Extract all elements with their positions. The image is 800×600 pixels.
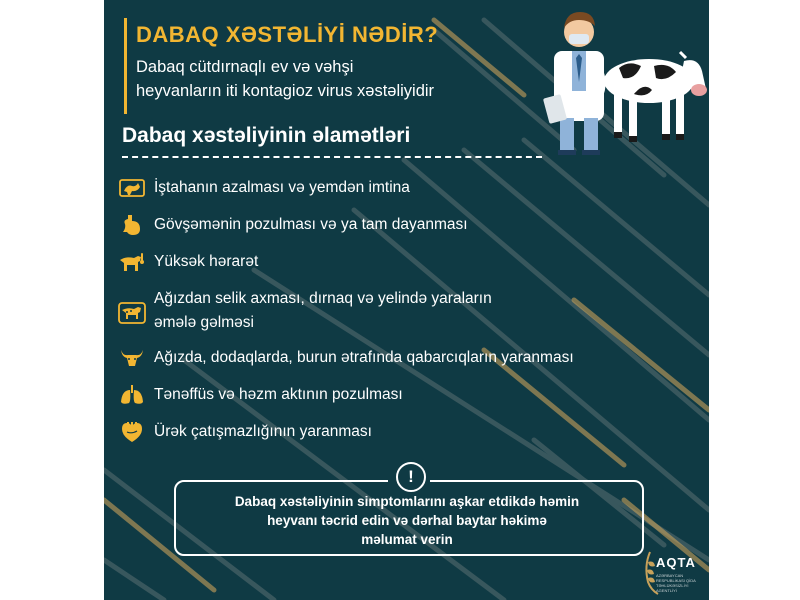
cow-temperature-icon: [118, 250, 146, 274]
logo-name: AQTA: [656, 555, 696, 570]
symptom-text: İştahanın azalması və yemdən imtina: [154, 179, 410, 196]
symptom-text: Ürək çatışmazlığının yaranması: [154, 423, 372, 440]
notice-text: [184, 492, 630, 549]
stomach-icon: [118, 213, 146, 237]
notice-line-3: məlumat verin: [361, 532, 453, 547]
heading-divider: [122, 156, 542, 158]
doctor-and-cow-illustration: [534, 6, 709, 156]
symptom-item-6: [118, 383, 403, 407]
page-subtitle: [136, 55, 556, 103]
sick-cow-icon: [118, 301, 146, 325]
notice-line-1: Dabaq xəstəliyinin simptomlarını aşkar etdikdə həmin: [234, 494, 580, 509]
symptom-text: [154, 287, 492, 335]
doctor-icon: [543, 12, 604, 155]
subtitle-line-2: heyvanların iti kontagioz virus xəstəliyidir: [136, 82, 435, 100]
symptom-text: Tənəffüs və həzm aktının pozulması: [154, 386, 403, 403]
symptoms-heading: Dabaq xəstəliyinin əlamətləri: [122, 124, 411, 147]
symptom-text: Gövşəmənin pozulması və ya tam dayanması: [154, 216, 468, 233]
symptom-item-3: [118, 250, 258, 274]
logo-subtitle: AZƏRBAYCAN RESPUBLİKASI QİDA TƏHLÜKƏSİZLİYİ AGENTLİYİ: [656, 573, 696, 593]
cow-eating-icon: [118, 176, 146, 200]
title-accent-bar: [124, 18, 127, 114]
warning-icon: !: [396, 462, 426, 492]
bull-head-icon: [118, 346, 146, 370]
subtitle-line-1: Dabaq cütdırnaqlı ev və vəhşi: [136, 58, 354, 76]
symptom-item-5: [118, 346, 574, 370]
symptom-text: Ağızda, dodaqlarda, burun ətrafında qabarcıqların yaranması: [154, 349, 574, 366]
symptom-item-7: [118, 420, 372, 444]
heart-icon: [118, 420, 146, 444]
notice-line-2: heyvanı təcrid edin və dərhal baytar həkimə: [267, 513, 547, 528]
symptom-item-2: [118, 213, 468, 237]
lungs-icon: [118, 383, 146, 407]
symptom-text: Yüksək hərarət: [154, 253, 259, 270]
symptom-text-line-2: əmələ gəlməsi: [154, 314, 254, 331]
cow-icon: [602, 52, 708, 142]
symptom-text-line-1: Ağızdan selik axması, dırnaq və yelində yaraların: [154, 290, 492, 307]
symptom-item-4: [118, 287, 492, 335]
symptom-item-1: [118, 176, 410, 200]
poster: [104, 0, 709, 600]
page-title: DABAQ XƏSTƏLİYİ NƏDİR?: [136, 22, 439, 47]
